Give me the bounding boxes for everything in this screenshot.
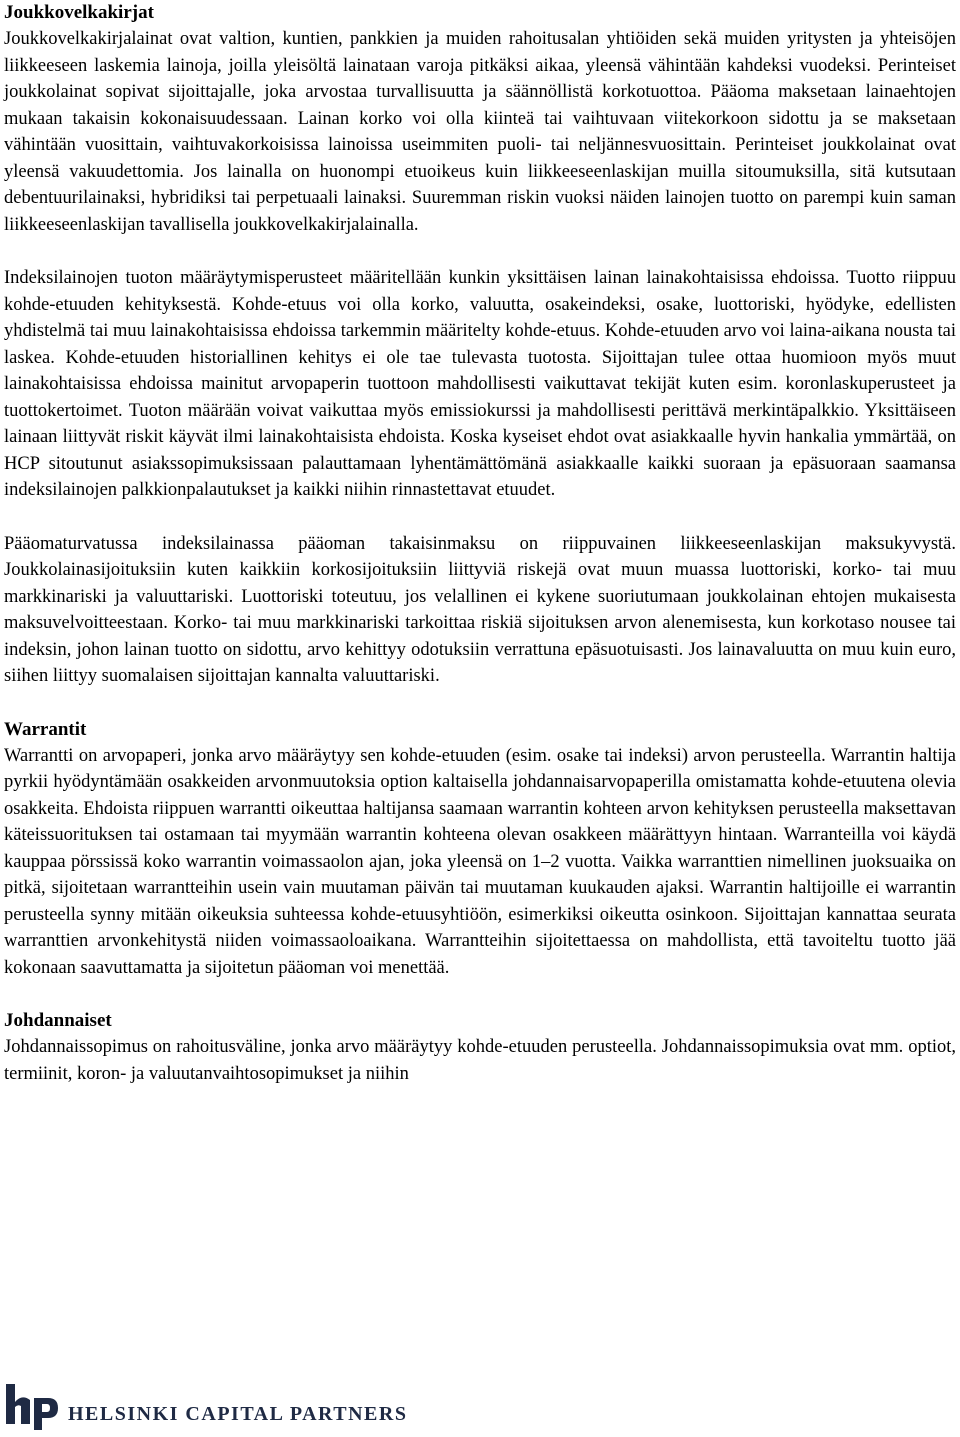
section-title-joukkovelkakirjat: Joukkovelkakirjat xyxy=(4,2,154,23)
hcp-logo-icon xyxy=(4,1380,424,1432)
document-page xyxy=(4,0,956,1087)
section-title-johdannaiset: Johdannaiset xyxy=(4,1010,112,1031)
paragraph-joukkovelkakirjat-2: Indeksilainojen tuoton määräytymisperusteet määritellään kunkin yksittäisen lainan lainakohtaisissa ehdoissa. Tuotto riippuu kohde-etuuden kehityksestä. Kohde-etuus voi olla korko, valuutta, osakeindeksi, osake, luottoriski, hyödyke, edellisten yhdistelmä tai muu lainakohtaisissa ehdoissa tarkemmin määritelty kohde-etuus. Kohde-etuuden arvo voi laina-aikana nousta tai laskea. Kohde-etuuden historiallinen kehitys ei ole tae tulevasta tuotosta. Sijoittajan tulee ottaa huomioon myös muut lainakohtaisissa ehdoissa mainitut arvopaperin tuottoon mahdollisesti vaikuttavat tekijät kuten esim. koronlaskuperusteet ja tuottokertoimet. Tuoton määrään voivat vaikuttaa myös emissiokurssi ja mahdollisesti perittävä merkintäpalkkio. Yksittäiseen lainaan liittyvät riskit käyvät ilmi lainakohtaisista ehdoista. Koska kyseiset ehdot ovat asiakkaalle hyvin hankalia ymmärtää, on HCP sitoutunut asiakssopimuksissaan palauttamaan lyhentämättömänä asiakkaalle kaikki suoraan ja epäsuoraan saamansa indeksilainojen palkkionpalautukset ja kaikki niihin rinnastettavat etuudet. xyxy=(4,268,956,500)
section-title-warrantit: Warrantit xyxy=(4,718,87,740)
paragraph-warrantit-1: Warrantti on arvopaperi, jonka arvo määräytyy sen kohde-etuuden (esim. osake tai indeksi) arvon perusteella. Warrantin haltija pyrkii hyödyntämään osakkeiden arvonmuutoksia option kaltaisella johdannaisarvopaperilla omistamatta kohde-etuutena olevia osakkeita. Ehdoista riippuen warrantti oikeuttaa haltijansa saamaan warrantin kohteen arvon kehityksen perusteella maksettavan käteissuorituksen tai ostamaan tai myymään warrantin kohteena olevan osakkeen määrättyyn hintaan. Warranteilla voi käydä kauppaa pörssissä koko warrantin voimassaolon ajan, joka yleensä on 1–2 vuotta. Vaikka warranttien nimellinen juoksuaika on pitkä, sijoitetaan warrantteihin usein vain muutaman päivän tai muutaman kuukauden ajaksi. Warrantin haltijoille ei warrantin perusteella synny mitään oikeuksia suhteessa kohde-etuusyhtiöön, esimerkiksi oikeutta osinkoon. Sijoittajan kannattaa seurata warranttien arvonkehitystä niiden voimassaoloaikana. Warrantteihin sijoitettaessa on mahdollista, että tavoiteltu tuotto jää kokonaan saavuttamatta ja sijoitetun pääoman voi menettää. xyxy=(4,745,956,978)
company-name: HELSINKI CAPITAL PARTNERS xyxy=(68,1403,408,1425)
footer-logo xyxy=(4,1380,424,1432)
paragraph-joukkovelkakirjat-3: Pääomaturvatussa indeksilainassa pääoman takaisinmaksu on riippuvainen liikkeeseenlaskijan maksukyvystä. Joukkolainasijoituksiin kuten kaikkiin korkosijoituksiin liittyviä riskejä ovat muun muassa luottoriski, korko- tai muu markkinariski ja valuuttariski. Luottoriski toteutuu, jos velallinen ei kykene suoriutumaan joukkolainan ehtojen mukaisesta maksuvelvoitteestaan. Korko- tai muu markkinariski tarkoittaa riskiä sijoituksen arvon alenemisesta, kun korkotaso nousee tai indeksin, johon lainan tuotto on sidottu, arvo kehittyy odotuksiin verrattuna epäsuotuisasti. Jos lainavaluutta on muu kuin euro, siihen liittyy suomalaisen sijoittajan kannalta valuuttariski. xyxy=(4,533,956,686)
paragraph-johdannaiset-1: Johdannaissopimus on rahoitusväline, jonka arvo määräytyy kohde-etuuden perusteella. Johdannaissopimuksia ovat mm. optiot, termiinit, koron- ja valuutanvaihtosopimukset ja niihin xyxy=(4,1037,956,1084)
paragraph-joukkovelkakirjat-1: Joukkovelkakirjalainat ovat valtion, kuntien, pankkien ja muiden rahoitusalan yhtiöiden sekä muiden yritysten ja yhteisöjen liikkeeseen laskemia lainoja, joilla yleisöltä lainataan varoja pitkäksi aikaa, yleensä vähintään kahdeksi vuodeksi. Perinteiset joukkolainat sopivat sijoittajalle, joka arvostaa turvallisuutta ja säännöllistä korkotuottoa. Pääoma maksetaan lainaehtojen mukaan takaisin kokonaisuudessaan. Lainan korko voi olla kiinteä tai vaihtuvaan viitekorkoon sidottu ja se maksetaan vähintään vuosittain, vaihtuvakorkoisissa lainoissa useimmiten puoli- tai neljännesvuosittain. Perinteiset joukkolainat ovat yleensä vakuudettomia. Jos lainalla on huonompi etuoikeus kuin liikkeeseenlaskijan muilla sitoumuksilla, sitä kutsutaan debentuurilainaksi, hybridiksi tai perpetuaali lainaksi. Suuremman riskin vuoksi näiden lainojen tuotto on parempi kuin saman liikkeeseenlaskijan tavallisella joukkovelkakirjalainalla. xyxy=(4,29,956,235)
